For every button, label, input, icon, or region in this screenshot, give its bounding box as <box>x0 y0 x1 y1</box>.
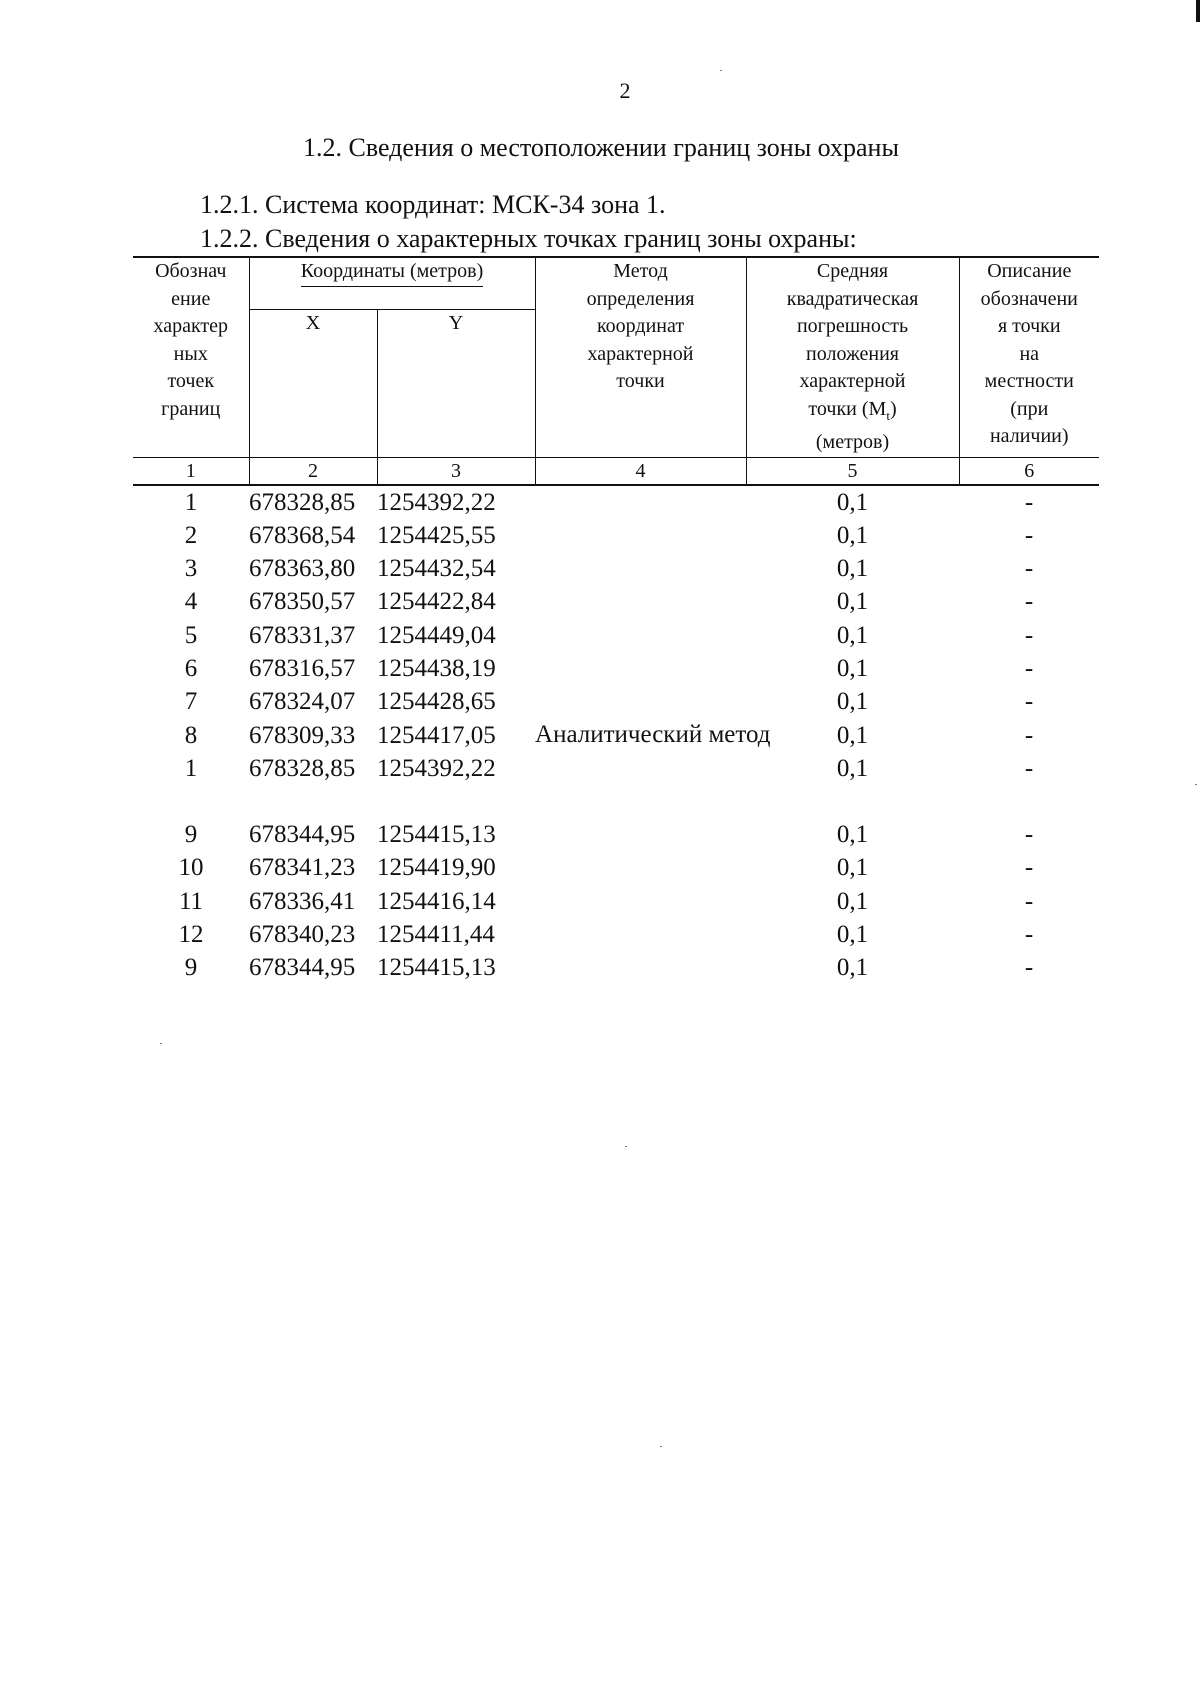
description-value: - <box>1024 621 1034 649</box>
coord-y: 1254415,13 <box>377 954 496 982</box>
coord-x: 678324,07 <box>249 688 356 716</box>
header-x: X <box>249 310 377 359</box>
description-value: - <box>1024 488 1034 516</box>
point-number: 1 <box>184 488 198 516</box>
coord-y: 1254416,14 <box>377 887 496 915</box>
boundary-points-table <box>133 256 1099 985</box>
column-number: 4 <box>535 457 746 485</box>
boundary-points-item: 1.2.2. Сведения о характерных точках границ зоны охраны: <box>200 224 857 253</box>
coord-x: 678368,54 <box>249 521 356 549</box>
coord-x: 678341,23 <box>249 854 356 882</box>
coord-y: 1254428,65 <box>377 688 496 716</box>
error-value: 0,1 <box>836 887 869 915</box>
page-number: 2 <box>619 78 631 103</box>
coord-y: 1254438,19 <box>377 654 496 682</box>
error-value: 0,1 <box>836 721 869 749</box>
error-value: 0,1 <box>836 621 869 649</box>
error-value: 0,1 <box>836 488 869 516</box>
coord-y: 1254449,04 <box>377 621 496 649</box>
header-description: Описание обозначени я точки на местности (при наличии) <box>959 257 1099 457</box>
error-value: 0,1 <box>836 954 869 982</box>
point-number: 9 <box>184 954 198 982</box>
coord-y: 1254419,90 <box>377 854 496 882</box>
point-number: 11 <box>178 887 204 915</box>
column-number: 2 <box>249 457 377 485</box>
error-value: 0,1 <box>836 854 869 882</box>
point-number: 8 <box>184 721 198 749</box>
description-value: - <box>1024 754 1034 782</box>
scan-speck <box>160 1043 162 1044</box>
coord-x: 678340,23 <box>249 921 356 949</box>
scan-edge-mark <box>1196 0 1200 22</box>
description-value: - <box>1024 854 1034 882</box>
scan-speck <box>625 1146 627 1147</box>
scan-speck <box>660 1446 662 1447</box>
error-value: 0,1 <box>836 555 869 583</box>
coord-y: 1254417,05 <box>377 721 496 749</box>
error-value: 0,1 <box>836 821 869 849</box>
column-number: 6 <box>959 457 1099 485</box>
description-value: - <box>1024 654 1034 682</box>
point-number: 4 <box>184 588 198 616</box>
header-method: Метод определения координат характерной точки <box>535 257 746 457</box>
method-value: Аналитический метод <box>535 721 771 749</box>
point-number: 5 <box>184 621 198 649</box>
point-number: 3 <box>184 555 198 583</box>
scan-speck <box>720 70 722 71</box>
coord-y: 1254432,54 <box>377 555 496 583</box>
header-coordinates: Координаты (метров) <box>249 257 535 310</box>
description-value: - <box>1024 954 1034 982</box>
coord-x: 678363,80 <box>249 555 356 583</box>
description-value: - <box>1024 521 1034 549</box>
coord-x: 678316,57 <box>249 654 356 682</box>
coord-y: 1254392,22 <box>377 488 496 516</box>
point-number: 12 <box>178 921 204 949</box>
description-value: - <box>1024 688 1034 716</box>
error-value: 0,1 <box>836 754 869 782</box>
header-point-designation: Обознач ение характер ных точек границ <box>133 257 249 457</box>
coord-x: 678328,85 <box>249 754 356 782</box>
table-row <box>133 485 1099 519</box>
coord-y: 1254425,55 <box>377 521 496 549</box>
error-value: 0,1 <box>836 921 869 949</box>
point-number: 9 <box>184 821 198 849</box>
scan-speck <box>1195 784 1197 785</box>
description-value: - <box>1024 821 1034 849</box>
point-number: 6 <box>184 654 198 682</box>
coord-x: 678309,33 <box>249 721 356 749</box>
coord-y: 1254411,44 <box>377 921 495 949</box>
header-y: Y <box>377 310 535 359</box>
column-number: 1 <box>133 457 249 485</box>
description-value: - <box>1024 555 1034 583</box>
error-value: 0,1 <box>836 521 869 549</box>
coord-y: 1254392,22 <box>377 754 496 782</box>
coord-x: 678344,95 <box>249 821 356 849</box>
point-number: 1 <box>184 754 198 782</box>
column-number: 5 <box>746 457 959 485</box>
coord-y: 1254422,84 <box>377 588 496 616</box>
column-number: 3 <box>377 457 535 485</box>
coord-x: 678328,85 <box>249 488 356 516</box>
section-title: 1.2. Сведения о местоположении границ зоны охраны <box>303 133 899 162</box>
description-value: - <box>1024 921 1034 949</box>
description-value: - <box>1024 887 1034 915</box>
description-value: - <box>1024 721 1034 749</box>
error-value: 0,1 <box>836 688 869 716</box>
coordinate-system-item: 1.2.1. Система координат: МСК-34 зона 1. <box>200 190 666 219</box>
point-number: 7 <box>184 688 198 716</box>
error-value: 0,1 <box>836 654 869 682</box>
coord-x: 678331,37 <box>249 621 356 649</box>
description-value: - <box>1024 588 1034 616</box>
point-number: 10 <box>178 854 204 882</box>
coord-x: 678350,57 <box>249 588 356 616</box>
coord-x: 678344,95 <box>249 954 356 982</box>
error-value: 0,1 <box>836 588 869 616</box>
coord-y: 1254415,13 <box>377 821 496 849</box>
point-number: 2 <box>184 521 198 549</box>
coord-x: 678336,41 <box>249 887 356 915</box>
header-mean-square-error: Средняя квадратическая погрешность положения характерной точки $(M_t)$ (метров) <box>746 257 959 457</box>
